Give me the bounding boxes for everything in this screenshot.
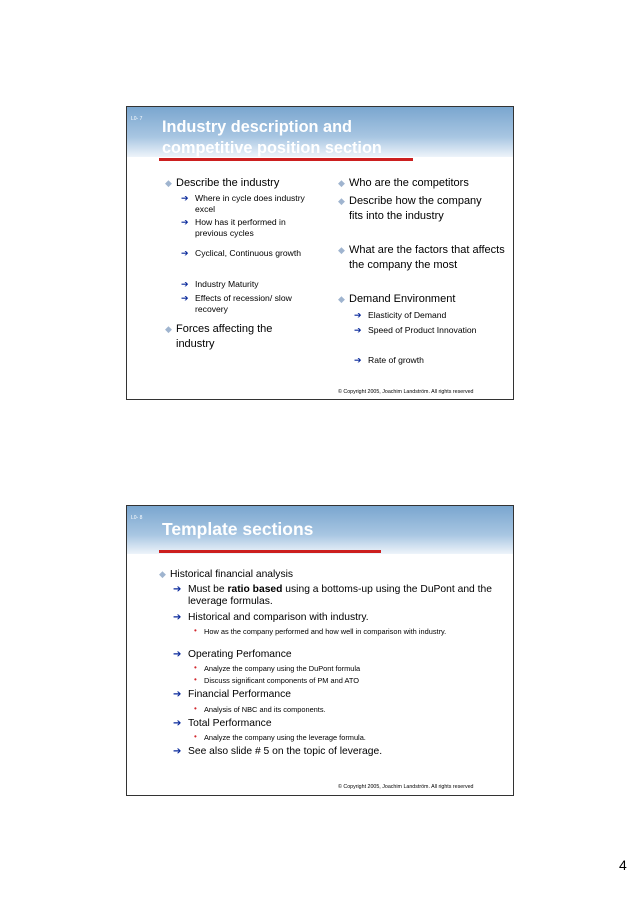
title-underline: [159, 158, 413, 161]
sub-bullet: ➔ How has it performed in previous cycles: [181, 217, 286, 239]
bullet-dot-icon: ◆: [338, 178, 345, 188]
bullet-dot-icon: •: [194, 626, 197, 635]
copyright: © Copyright 2005, Joachim Landström. All rights reserved: [338, 784, 474, 790]
sub-bullet: ➔ Speed of Product Innovation: [354, 325, 477, 335]
arrow-icon: ➔: [173, 584, 182, 595]
sub-bullet: ➔ Total Performance: [173, 718, 272, 729]
sub-bullet: ➔ Industry Maturity: [181, 279, 259, 289]
slide-lo8: [126, 505, 514, 796]
bullet-forces: ◆ Forces affecting the industry: [165, 323, 273, 350]
arrow-icon: ➔: [181, 293, 189, 303]
bullet-dot-icon: •: [194, 704, 197, 713]
bullet-historical: ◆ Historical financial analysis: [159, 569, 294, 580]
slide-title-line-2: competitive position section: [162, 139, 382, 157]
bullet-describe-industry: ◆ Describe the industry: [165, 177, 280, 189]
sub-bullet: ➔ Cyclical, Continuous growth: [181, 248, 302, 258]
bullet-dot-icon: •: [194, 732, 197, 741]
sub-bullet: ➔ Elasticity of Demand: [354, 310, 447, 320]
arrow-icon: ➔: [181, 217, 189, 227]
page-number: 4: [619, 857, 627, 873]
sub-bullet-ratio: ➔ Must be ratio based using a bottoms-up using the DuPont and the leverage formulas.: [173, 584, 492, 608]
slide-lo-label: L0- 7: [131, 116, 143, 122]
arrow-icon: ➔: [173, 718, 182, 729]
sub-sub-bullet: • Analyze the company using the DuPont formula: [194, 663, 361, 673]
bullet-dot-icon: •: [194, 675, 197, 684]
title-underline: [159, 550, 381, 553]
arrow-icon: ➔: [354, 355, 362, 365]
sub-bullet: ➔ Operating Perfomance: [173, 649, 292, 660]
sub-sub-bullet: • Analyze the company using the leverage formula.: [194, 732, 366, 742]
arrow-icon: ➔: [181, 279, 189, 289]
sub-bullet: ➔ Effects of recession/ slow recovery: [181, 293, 292, 315]
sub-sub-bullet: • How as the company performed and how well in comparison with industry.: [194, 626, 447, 636]
sub-bullet: ➔ See also slide # 5 on the topic of leverage.: [173, 746, 383, 757]
sub-sub-bullet: • Analysis of NBC and its components.: [194, 704, 326, 714]
bullet-dot-icon: ◆: [165, 178, 172, 188]
bullet-dot-icon: •: [194, 663, 197, 672]
copyright: © Copyright 2005, Joachim Landström. All rights reserved: [338, 389, 474, 395]
sub-bullet: ➔ Rate of growth: [354, 355, 424, 365]
arrow-icon: ➔: [173, 649, 182, 660]
sub-bullet: ➔ Historical and comparison with industry.: [173, 612, 369, 623]
bullet-dot-icon: ◆: [159, 569, 166, 579]
arrow-icon: ➔: [181, 248, 189, 258]
slide-lo-label: L0- 8: [131, 515, 143, 521]
bullet-dot-icon: ◆: [338, 294, 345, 304]
arrow-icon: ➔: [173, 689, 182, 700]
bullet-competitors: ◆ Who are the competitors: [338, 177, 469, 189]
bullet-dot-icon: ◆: [338, 196, 345, 206]
sub-bullet: ➔ Where in cycle does industry excel: [181, 193, 305, 215]
arrow-icon: ➔: [354, 325, 362, 335]
arrow-icon: ➔: [173, 746, 182, 757]
arrow-icon: ➔: [173, 612, 182, 623]
bullet-factors: ◆ What are the factors that affects the company the most: [338, 244, 505, 271]
slide-title: [162, 117, 382, 159]
arrow-icon: ➔: [181, 193, 189, 203]
arrow-icon: ➔: [354, 310, 362, 320]
sub-sub-bullet: • Discuss significant components of PM and ATO: [194, 675, 359, 685]
slide-title: Template sections: [162, 519, 314, 539]
bullet-company-fits: ◆ Describe how the company fits into the industry: [338, 195, 482, 222]
sub-bullet: ➔ Financial Performance: [173, 689, 292, 700]
slide-title-line-1: Industry description and: [162, 118, 352, 136]
bullet-dot-icon: ◆: [338, 245, 345, 255]
bullet-dot-icon: ◆: [165, 324, 172, 334]
slide-lo7: [126, 106, 514, 400]
bullet-demand-env: ◆ Demand Environment: [338, 293, 456, 305]
